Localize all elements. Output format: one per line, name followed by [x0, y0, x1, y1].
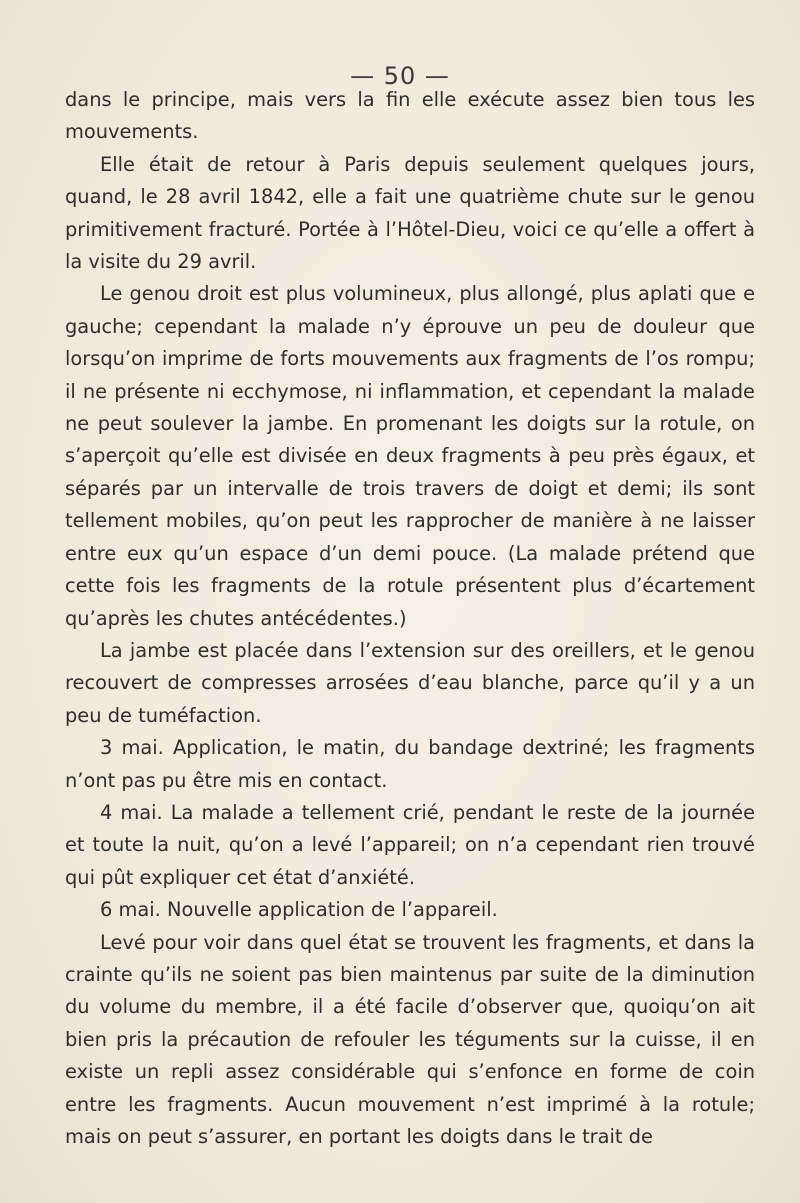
paragraph-may-4: 4 mai. La malade a tellement crié, pendant le reste de la journée et toute la nuit, qu’on a levé l’appareil; on n’a cependant rien trouvé qui pût expliquer cet état d’anxiété.	[65, 800, 755, 889]
page-number: — 50 —	[350, 62, 450, 90]
paragraph-knee-exam: Le genou droit est plus volumineux, plus allongé, plus aplati que e gauche; cependant la malade n’y éprouve un peu de douleur que lorsqu’on imprime de forts mouvements aux fragments de l’os rompu; il ne présente ni ecchymose, ni inflammation, et cependant la malade ne peut soulever la jambe. En promenant les doigts sur la rotule, on s’aperçoit qu’elle est divisée en deux fragments à peu près égaux, et séparés par un intervalle de trois travers de doigt et demi; ils sont tellement mobiles, qu’on peut les rapprocher de manière à ne laisser entre eux qu’un espace d’un demi pouce. (La malade prétend que cette fois les fragments de la rotule présentent plus d’écartement qu’après les chutes antécédentes.)	[65, 282, 755, 630]
paragraph-continuation: dans le principe, mais vers la fin elle exécute assez bien tous les mouvements.	[65, 88, 755, 144]
paragraph-observation: Levé pour voir dans quel état se trouvent les fragments, et dans la crainte qu’ils ne soient pas bien maintenus par suite de la diminution du volume du membre, il a été facile d’observer que, quoiqu’on ait bien pris la précaution de refouler les téguments sur la cuisse, il en existe un repli assez considérable qui s’enfonce en forme de coin entre les fragments. Aucun mouvement n’est imprimé à la rotule; mais on peut s’assurer, en portant les doigts dans le trait de	[65, 930, 755, 1148]
paragraph-leg-extension: La jambe est placée dans l’extension sur des oreillers, et le genou recouvert de compresses arrosées d’eau blanche, parce qu’il y a un peu de tuméfaction.	[65, 638, 755, 727]
body-text	[65, 84, 755, 1153]
paragraph-may-6: 6 mai. Nouvelle application de l’appareil.	[100, 898, 498, 922]
paragraph-return-paris: Elle était de retour à Paris depuis seulement quelques jours, quand, le 28 avril 1842, elle a fait une quatrième chute sur le genou primitivement fracturé. Portée à l’Hôtel-Dieu, voici ce qu’elle a offert à la visite du 29 avril.	[65, 152, 755, 274]
paragraph-may-3: 3 mai. Application, le matin, du bandage dextriné; les fragments n’ont pas pu être mis en contact.	[65, 736, 755, 792]
